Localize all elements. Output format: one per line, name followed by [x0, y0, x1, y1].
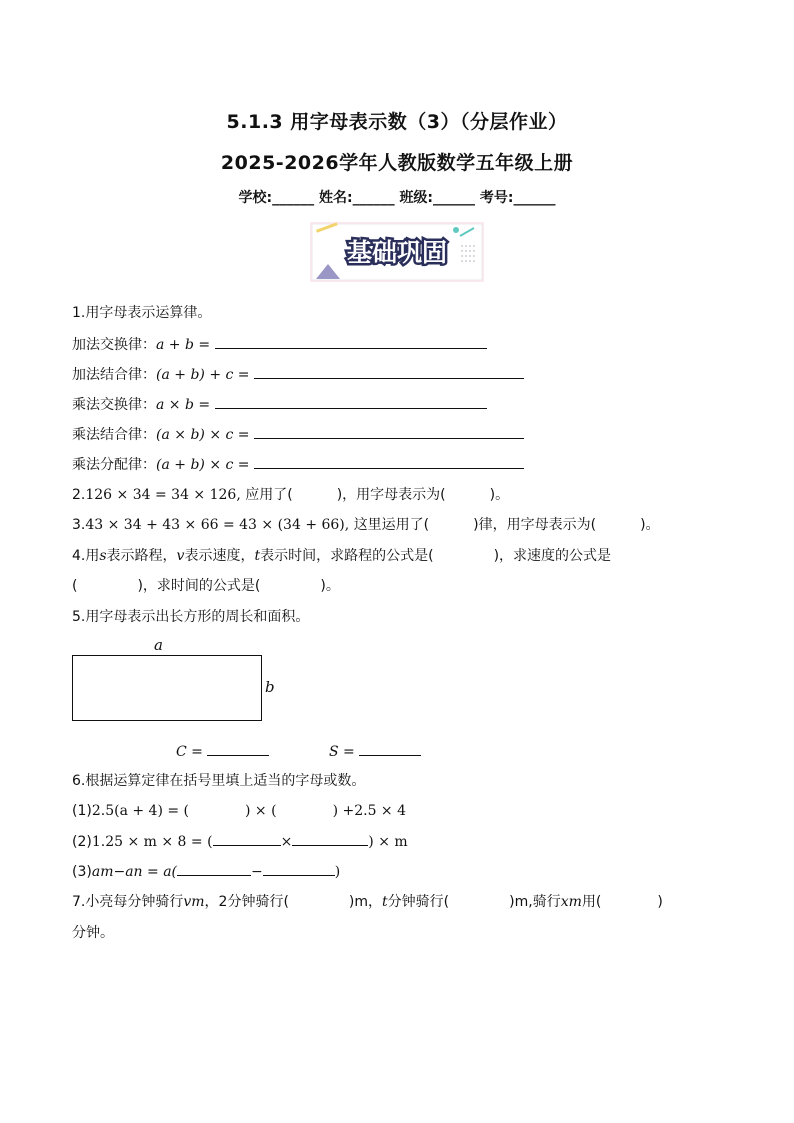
area-answer: S =	[329, 741, 421, 762]
answer-line[interactable]	[207, 741, 269, 756]
answer-line[interactable]	[254, 364, 524, 379]
q1-row-mul-commutative: 乘法交换律：a × b =	[72, 394, 487, 415]
answer-line[interactable]	[359, 741, 421, 756]
question-1-prompt: 1.用字母表示运算律。	[72, 305, 212, 321]
section-banner	[310, 222, 484, 282]
answer-line[interactable]	[292, 831, 368, 846]
question-5-prompt: 5.用字母表示出长方形的周长和面积。	[72, 609, 310, 625]
perimeter-answer: C =	[176, 741, 269, 762]
answer-line[interactable]	[177, 861, 251, 876]
banner-dot	[453, 227, 459, 233]
answer-line[interactable]	[263, 861, 335, 876]
question-6-item-1: (1)2.5(a + 4) = ( ) × ( ) +2.5 × 4	[72, 803, 407, 819]
page-title: 5.1.3 用字母表示数（3）（分层作业）	[226, 111, 568, 133]
q1-row-add-associative: 加法结合律：(a + b) + c =	[72, 364, 524, 385]
rectangle-side-b-label: b	[265, 678, 275, 696]
rectangle-figure	[72, 655, 262, 721]
page-subtitle: 2025-2026学年人教版数学五年级上册	[220, 152, 574, 174]
answer-line[interactable]	[254, 454, 524, 469]
banner-text: 基础巩固	[346, 238, 448, 267]
question-3: 3.43 × 34 + 43 × 66 = 43 × (34 + 66), 这里运用了( )律，用字母表示为( )。	[72, 517, 660, 533]
q1-row-mul-associative: 乘法结合律：(a × b) × c =	[72, 424, 524, 445]
answer-line[interactable]	[254, 424, 524, 439]
question-4-line-1: 4.用s表示路程，v表示速度，t表示时间，求路程的公式是( )，求速度的公式是	[72, 548, 612, 564]
rectangle-side-a-label: a	[154, 636, 163, 654]
question-7-line-1: 7.小亮每分钟骑行vm，2分钟骑行( )m，t分钟骑行( )m,骑行xm用( )	[72, 894, 663, 910]
question-6-item-3: (3)am−an = a( − )	[72, 861, 340, 882]
question-4-line-2: ( )，求时间的公式是( )。	[72, 578, 340, 594]
question-2: 2.126 × 34 = 34 × 126, 应用了( )，用字母表示为( )。	[72, 487, 510, 503]
answer-line[interactable]	[215, 394, 487, 409]
question-6-prompt: 6.根据运算定律在括号里填上适当的字母或数。	[72, 773, 366, 789]
answer-line[interactable]	[215, 334, 487, 349]
question-6-item-2: (2)1.25 × m × 8 = ( × ) × m	[72, 831, 408, 852]
answer-line[interactable]	[213, 831, 281, 846]
q1-row-distributive: 乘法分配律：(a + b) × c =	[72, 454, 524, 475]
student-info-line: 学校:______ 姓名:______ 班级:______ 考号:______	[238, 190, 556, 206]
q1-row-add-commutative: 加法交换律：a + b =	[72, 334, 487, 355]
question-7-line-2: 分钟。	[72, 925, 114, 941]
banner-graphic	[310, 222, 484, 282]
